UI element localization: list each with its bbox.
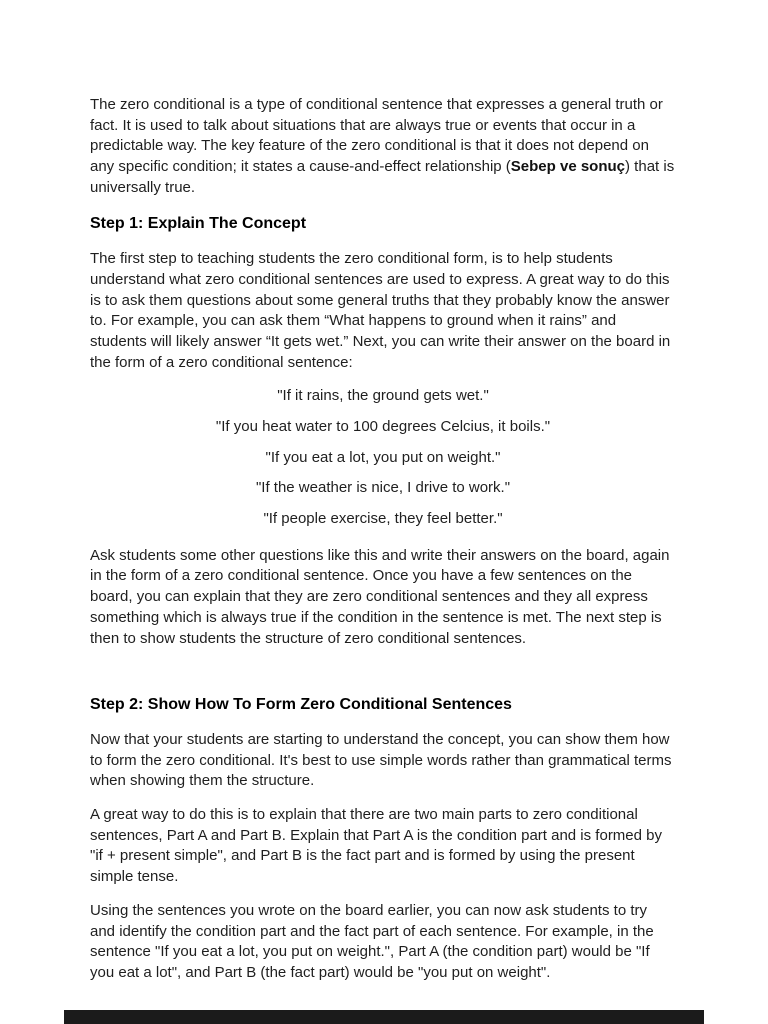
intro-paragraph [90, 95, 676, 198]
step1-paragraph-2: Ask students some other questions like this and write their answers on the board, again in the form of a zero conditional sentence. Once you have a few sentences on the board, you can explain that they are zero conditional sentences and they all express something which is always true if the condition in the sentence is met. The next step is then to show students the structure of zero conditional sentences. [90, 546, 670, 647]
next-page-gap-bar [64, 1010, 704, 1024]
example-sentence: "If people exercise, they feel better." [263, 510, 503, 528]
intro-text-before: The zero conditional is a type of conditional sentence that expresses a general truth or fact. It is used to talk about situations that are always true or events that occur in a predictable way. The key feature of the zero conditional is that it does not depend on any specific condition; it states a cause-and-effect relationship ( [90, 96, 663, 176]
step2-heading: Step 2: Show How To Form Zero Conditional Sentences [90, 696, 512, 714]
example-sentence: "If you eat a lot, you put on weight." [265, 448, 501, 466]
step2-paragraph-3: Using the sentences you wrote on the board earlier, you can now ask students to try and identify the condition part and the fact part of each sentence. For example, in the sentence "If you eat a lot, you put on weight.", Part A (the condition part) would be "If you eat a lot", and Part B (the fact part) would be "you put on weight". [90, 901, 654, 981]
example-sentence: "If you heat water to 100 degrees Celcius, it boils." [215, 418, 551, 436]
example-sentences-block [90, 386, 676, 529]
step1-heading: Step 1: Explain The Concept [90, 215, 307, 233]
step2-paragraph-1: Now that your students are starting to understand the concept, you can show them how to form the zero conditional. It's best to use simple words rather than grammatical terms when showing them the structure. [90, 731, 672, 790]
example-sentence: "If it rains, the ground gets wet." [277, 387, 489, 405]
step1-paragraph-1: The first step to teaching students the zero conditional form, is to help students understand what zero conditional sentences are used to express. A great way to do this is to ask them questions about some general truths that they probably know the answer to. For example, you can ask them “What happens to ground when it rains” and students will likely answer “It gets wet.” Next, you can write their answer on the board in the form of a zero conditional sentence: [90, 250, 671, 371]
example-sentence: "If the weather is nice, I drive to work." [255, 479, 511, 497]
step2-paragraph-2: A great way to do this is to explain that there are two main parts to zero conditional sentences, Part A and Part B. Explain that Part A is the condition part and is formed by "if + present simple", and Part B is the fact part and is formed by using the present simple tense. [90, 806, 662, 886]
intro-text-after: ) that is universally true. [90, 158, 675, 196]
intro-bold-phrase: Sebep ve sonuç [510, 158, 626, 176]
